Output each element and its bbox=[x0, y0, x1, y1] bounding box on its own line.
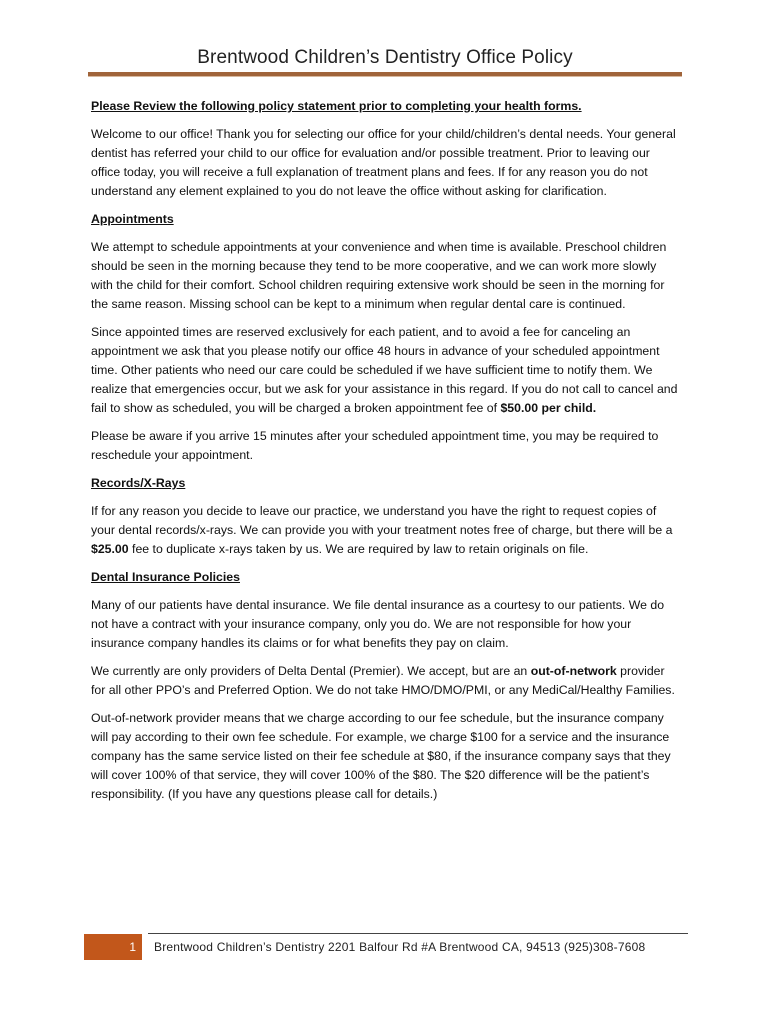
appointments-paragraph-2-text: Since appointed times are reserved exclusively for each patient, and to avoid a fee for canceling an appointment we ask that you please notify our office 48 hours in advance of your scheduled appointment time. Other patients who need our care could be scheduled if we have sufficient time to notify them. We realize that emergencies occur, but we ask for your assistance in this regard. If you do not call to cancel and fail to show as scheduled, you will be charged a broken appointment fee of bbox=[91, 325, 678, 415]
records-text-after: fee to duplicate x-rays taken by us. We are required by law to retain originals on file. bbox=[128, 542, 589, 556]
xray-duplicate-fee: $25.00 bbox=[91, 542, 129, 556]
appointments-paragraph-2 bbox=[91, 323, 681, 418]
insurance-paragraph-1: Many of our patients have dental insurance. We file dental insurance as a courtesy to our patients. We do not have a contract with your insurance company, only you do. We are not responsible for how your insurance company handles its claims or for what benefits they pay on claim. bbox=[91, 598, 665, 650]
document-body bbox=[91, 97, 681, 813]
appointments-heading: Appointments bbox=[91, 212, 174, 226]
page-number: 1 bbox=[84, 934, 142, 960]
title-divider bbox=[88, 72, 682, 77]
out-of-network-term: out-of-network bbox=[530, 664, 617, 678]
footer-address: Brentwood Children’s Dentistry 2201 Balfour Rd #A Brentwood CA, 94513 (925)308-7608 bbox=[154, 940, 646, 954]
appointments-paragraph-3: Please be aware if you arrive 15 minutes after your scheduled appointment time, you may be required to reschedule your appointment. bbox=[91, 429, 659, 462]
broken-appointment-fee: $50.00 per child. bbox=[500, 401, 597, 415]
insurance-paragraph-2 bbox=[91, 662, 681, 700]
appointments-paragraph-1: We attempt to schedule appointments at your convenience and when time is available. Preschool children should be seen in the morning because they tend to be more cooperative, and we can work more slowly with the child for their comfort. School children requiring extensive work should be seen in the morning for the same reason. Missing school can be kept to a minimum when regular dental care is continued. bbox=[91, 240, 667, 311]
records-paragraph bbox=[91, 502, 681, 559]
records-heading: Records/X-Rays bbox=[91, 476, 186, 490]
intro-heading: Please Review the following policy statement prior to completing your health forms. bbox=[91, 99, 582, 113]
page-title: Brentwood Children’s Dentistry Office Policy bbox=[197, 47, 573, 68]
insurance-text-before: We currently are only providers of Delta Dental (Premier). We accept, but are an bbox=[91, 664, 531, 678]
welcome-paragraph: Welcome to our office! Thank you for selecting our office for your child/children’s dental needs. Your general dentist has referred your child to our office for evaluation and/or possible treatment. Prior to leaving our office today, you will receive a full explanation of treatment plans and fees. If for any reason you do not understand any element explained to you do not leave the office without asking for clarification. bbox=[91, 127, 676, 198]
records-text-before: If for any reason you decide to leave our practice, we understand you have the right to request copies of your dental records/x-rays. We can provide you with your treatment notes free of charge, but there will be a bbox=[91, 504, 673, 537]
insurance-text-after: provider for all other PPO’s and Preferred Option. We do not take HMO/DMO/PMI, or any MediCal/Healthy Families. bbox=[91, 664, 675, 697]
footer-divider bbox=[148, 933, 688, 934]
insurance-heading: Dental Insurance Policies bbox=[91, 570, 240, 584]
insurance-paragraph-3: Out-of-network provider means that we charge according to our fee schedule, but the insurance company will pay according to their own fee schedule. For example, we charge $100 for a service and the insurance company has the same service listed on their fee schedule at $80, if the insurance company says that they will cover 100% of that service, they will cover 100% of the $80. The $20 difference will be the patient’s responsibility. (If you have any questions please call for details.) bbox=[91, 711, 671, 801]
